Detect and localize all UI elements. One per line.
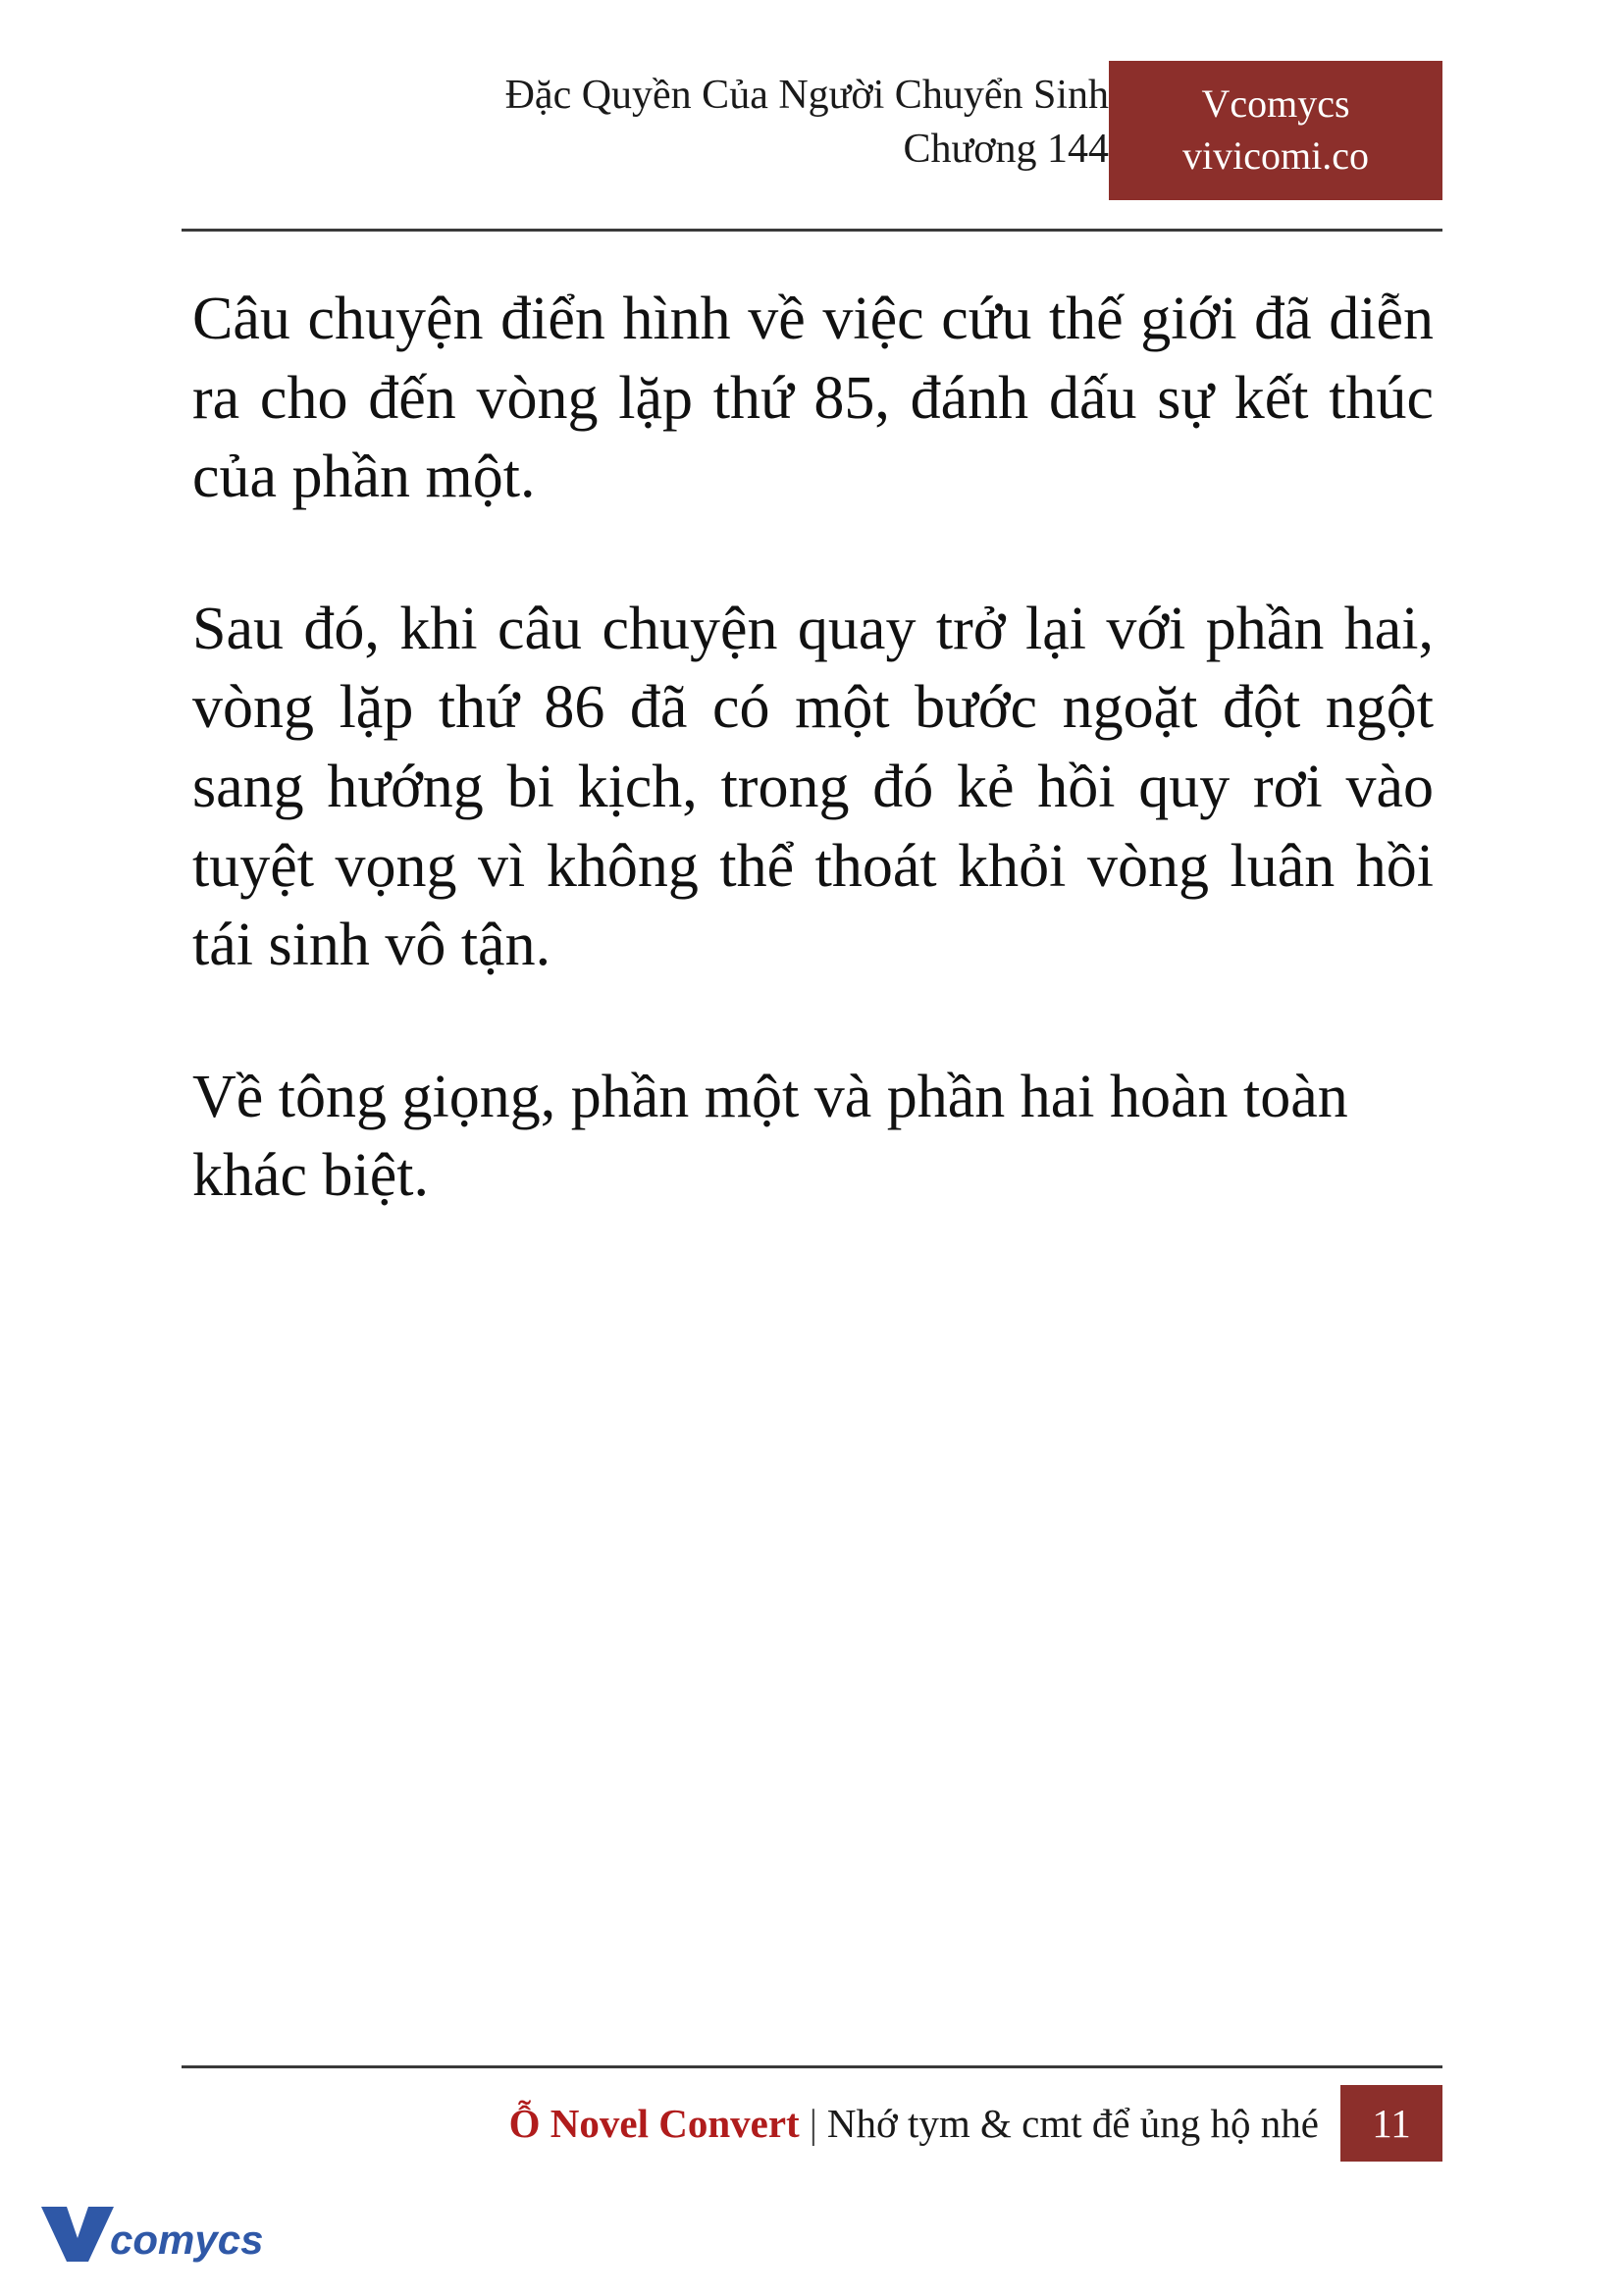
page-footer [182, 2085, 1442, 2162]
site-badge-url: vivicomi.co [1182, 133, 1369, 178]
paragraph: Sau đó, khi câu chuyện quay trở lại với phần hai, vòng lặp thứ 86 đã có một bước ngoặt đột ngột sang hướng bi kịch, trong đó kẻ hồi quy rơi vào tuyệt vọng vì không thể thoát khỏi vòng luân hồi tái sinh vô tận. [192, 595, 1434, 979]
paragraph: Về tông giọng, phần một và phần hai hoàn toàn khác biệt. [192, 1063, 1348, 1210]
chapter-title: Chương 144 [903, 126, 1109, 172]
site-badge [1109, 61, 1442, 200]
header-divider [182, 229, 1442, 232]
svg-text:comycs: comycs [110, 2217, 263, 2263]
site-badge-name: Vcomycs [1201, 81, 1350, 127]
paragraph: Câu chuyện điển hình về việc cứu thế giới đã diễn ra cho đến vòng lặp thứ 85, đánh dấu sự kết thúc của phần một. [192, 286, 1434, 511]
page-number-badge: 11 [1340, 2085, 1442, 2162]
vcomycs-watermark-logo [37, 2193, 263, 2269]
header-title-block [505, 69, 1109, 176]
book-title: Đặc Quyền Của Người Chuyển Sinh [504, 73, 1109, 118]
footer-content [509, 2085, 1442, 2162]
footer-brand: Ỗ Novel Convert [508, 2101, 800, 2146]
footer-divider [182, 2065, 1442, 2068]
page-header [182, 69, 1442, 226]
watermark-icon [37, 2193, 263, 2269]
footer-note: Nhớ tym & cmt để ủng hộ nhé [826, 2101, 1319, 2146]
page-content [192, 280, 1434, 1216]
footer-separator: | [809, 2101, 817, 2146]
